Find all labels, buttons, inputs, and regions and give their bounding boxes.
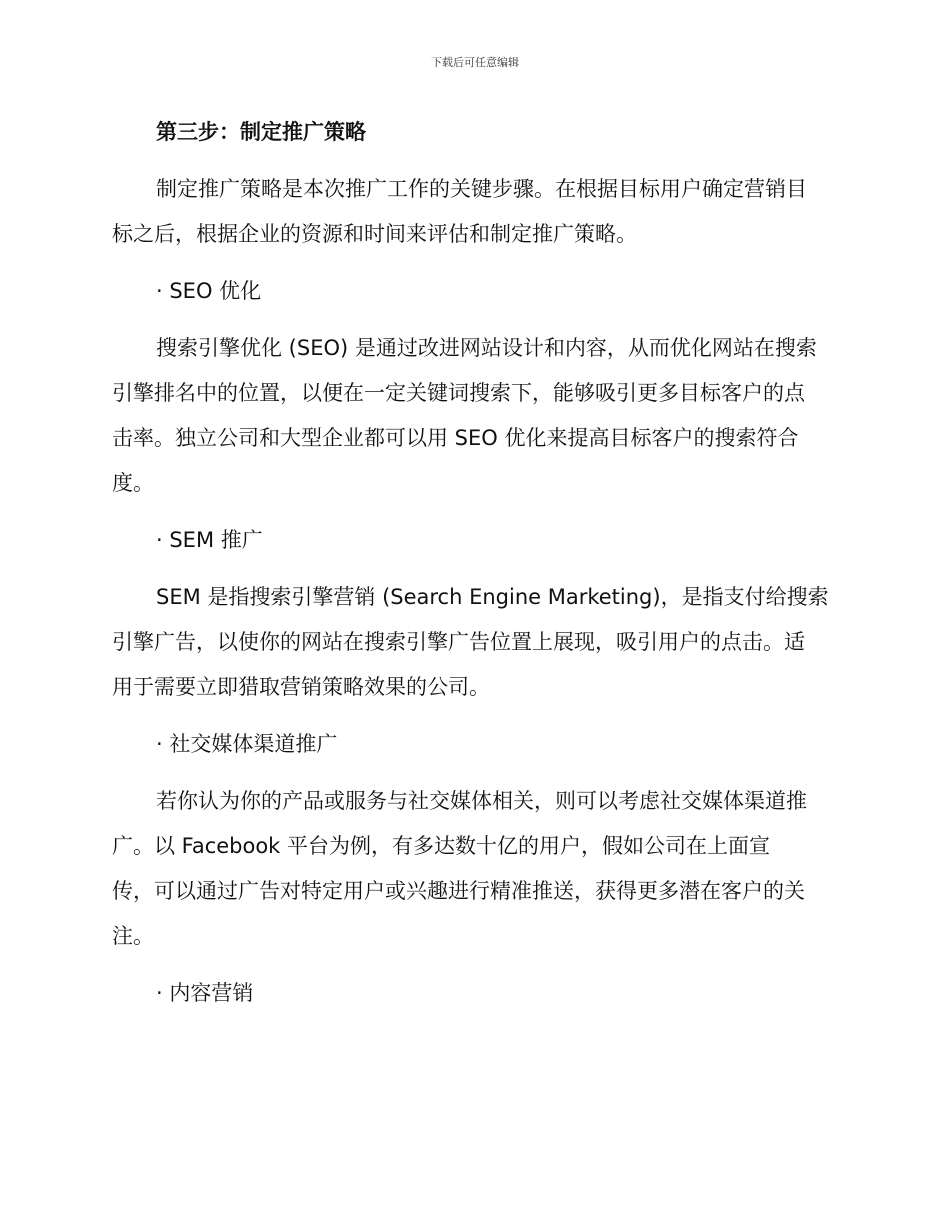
paragraph-line: 搜索引擎优化 (SEO) 是通过改进网站设计和内容，从而优化网站在搜索 <box>156 336 817 360</box>
paragraph-line: 度。 <box>112 471 154 495</box>
paragraph-line: 引擎排名中的位置，以便在一定关键词搜索下，能够吸引更多目标客户的点 <box>112 381 805 405</box>
paragraph-line: 传，可以通过广告对特定用户或兴趣进行精准推送，获得更多潜在客户的关 <box>112 879 805 903</box>
paragraph-line: SEM 是指搜索引擎营销 (Search Engine Marketing)，是指支付给搜索 <box>156 585 829 609</box>
paragraph-line: 制定推广策略是本次推广工作的关键步骤。在根据目标用户确定营销目 <box>156 177 807 201</box>
paragraph-line: 广。以 Facebook 平台为例，有多达数十亿的用户，假如公司在上面宣 <box>112 834 771 858</box>
social-media-paragraph <box>112 779 837 959</box>
bullet-seo: · SEO 优化 <box>156 279 262 303</box>
paragraph-line: 若你认为你的产品或服务与社交媒体相关，则可以考虑社交媒体渠道推 <box>156 789 807 813</box>
bullet-content-marketing: · 内容营销 <box>156 981 254 1005</box>
sem-paragraph <box>112 575 837 710</box>
bullet-sem: · SEM 推广 <box>156 528 263 552</box>
paragraph-line: 注。 <box>112 924 154 948</box>
section-heading: 第三步：制定推广策略 <box>156 120 366 144</box>
paragraph-line: 用于需要立即猎取营销策略效果的公司。 <box>112 675 490 699</box>
seo-paragraph <box>112 326 837 506</box>
header-note: 下载后可任意编辑 <box>431 56 519 69</box>
paragraph-line: 标之后，根据企业的资源和时间来评估和制定推广策略。 <box>112 222 637 246</box>
document-body <box>112 110 837 1028</box>
bullet-social-media: · 社交媒体渠道推广 <box>156 732 338 756</box>
paragraph-line: 引擎广告，以使你的网站在搜索引擎广告位置上展现，吸引用户的点击。适 <box>112 630 805 654</box>
intro-paragraph <box>112 167 837 257</box>
paragraph-line: 击率。独立公司和大型企业都可以用 SEO 优化来提高目标客户的搜索符合 <box>112 426 799 450</box>
